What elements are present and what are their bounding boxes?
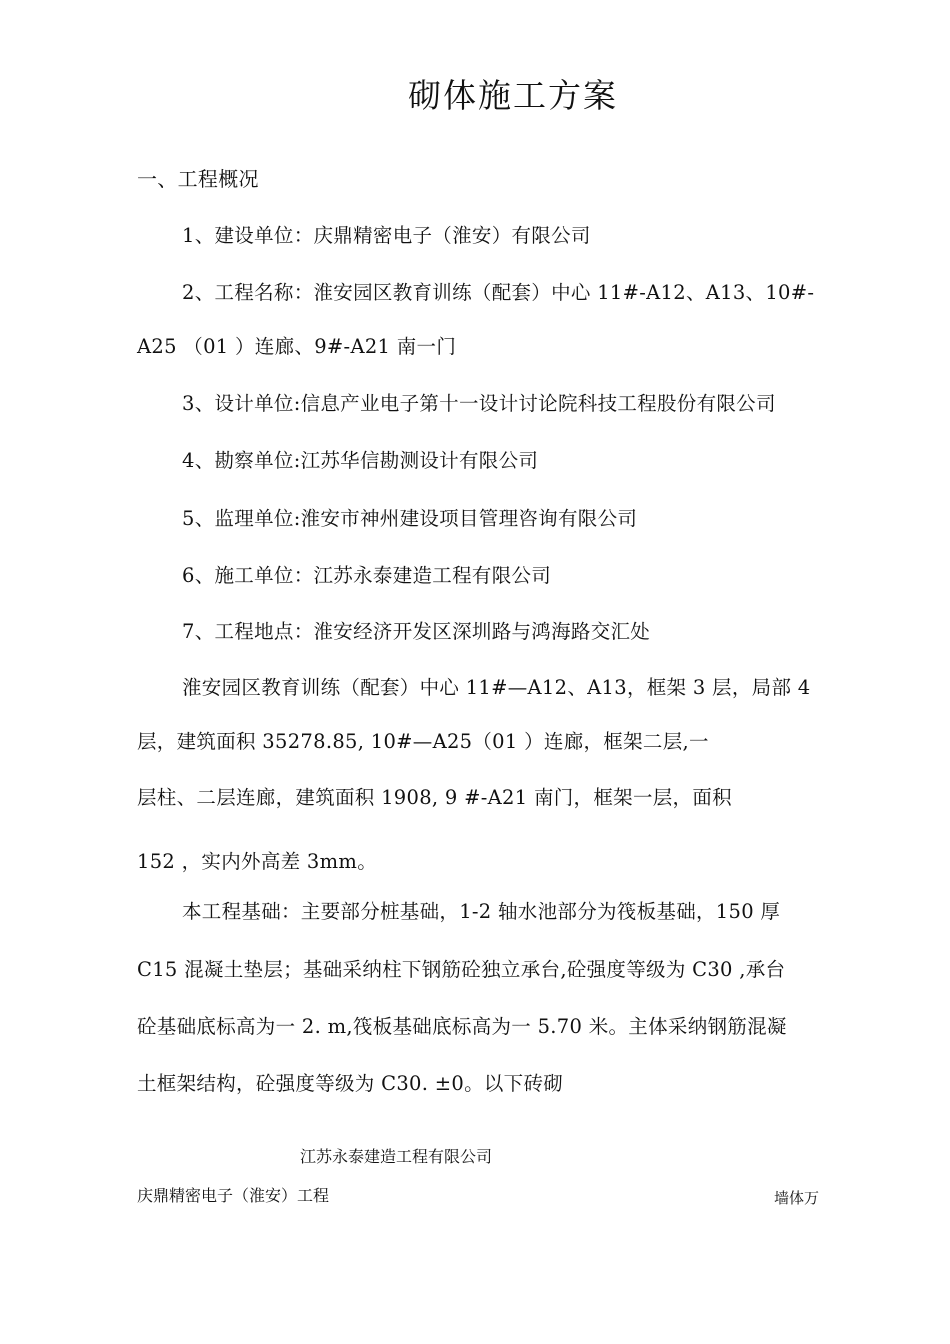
- footer-project: 庆鼎精密电子（淮安）工程: [137, 1186, 330, 1205]
- item-supervision-unit: 5、监理单位:淮安市神州建设项目管理咨询有限公司: [182, 507, 638, 530]
- item-design-unit: 3、设计单位:信息产业电子第十一设计讨论院科技工程股份有限公司: [182, 392, 776, 415]
- footer-doc-label: 墙体万: [774, 1189, 820, 1207]
- footer-company: 江苏永泰建造工程有限公司: [300, 1147, 493, 1166]
- paragraph-foundation-line: 砼基础底标高为一 2. m,筏板基础底标高为一 5.70 米。主体采纳钢筋混凝: [137, 1015, 787, 1038]
- paragraph-overview-line: 152 ，实内外高差 3mm。: [137, 850, 378, 873]
- item-project-location: 7、工程地点：淮安经济开发区深圳路与鸿海路交汇处: [182, 620, 651, 643]
- item-construction-contractor: 6、施工单位：江苏永泰建造工程有限公司: [182, 564, 552, 587]
- item-survey-unit: 4、勘察单位:江苏华信勘测设计有限公司: [182, 449, 539, 472]
- paragraph-overview-line: 层，建筑面积 35278.85, 10#—A25（01 ）连廊，框架二层,一: [137, 730, 709, 753]
- item-construction-unit: 1、建设单位：庆鼎精密电子（淮安）有限公司: [182, 224, 591, 247]
- paragraph-foundation-line: 土框架结构，砼强度等级为 C30. ±0。以下砖砌: [137, 1072, 564, 1095]
- document-title: 砌体施工方案: [408, 76, 618, 115]
- item-project-name-continued: A25 （01 ）连廊、9#-A21 南一门: [137, 335, 457, 358]
- paragraph-foundation-line: C15 混凝土垫层；基础采纳柱下钢筋砼独立承台,砼强度等级为 C30 ,承台: [137, 958, 786, 981]
- paragraph-overview-line: 淮安园区教育训练（配套）中心 11#—A12、A13，框架 3 层，局部 4: [182, 676, 811, 699]
- paragraph-overview-line: 层柱、二层连廊，建筑面积 1908, 9 #-A21 南门，框架一层，面积: [137, 786, 732, 809]
- section-heading: 一、工程概况: [137, 167, 259, 191]
- paragraph-foundation-line: 本工程基础：主要部分桩基础，1-2 轴水池部分为筏板基础，150 厚: [182, 900, 781, 923]
- item-project-name: 2、工程名称：淮安园区教育训练（配套）中心 11#-A12、A13、10#-: [182, 281, 815, 304]
